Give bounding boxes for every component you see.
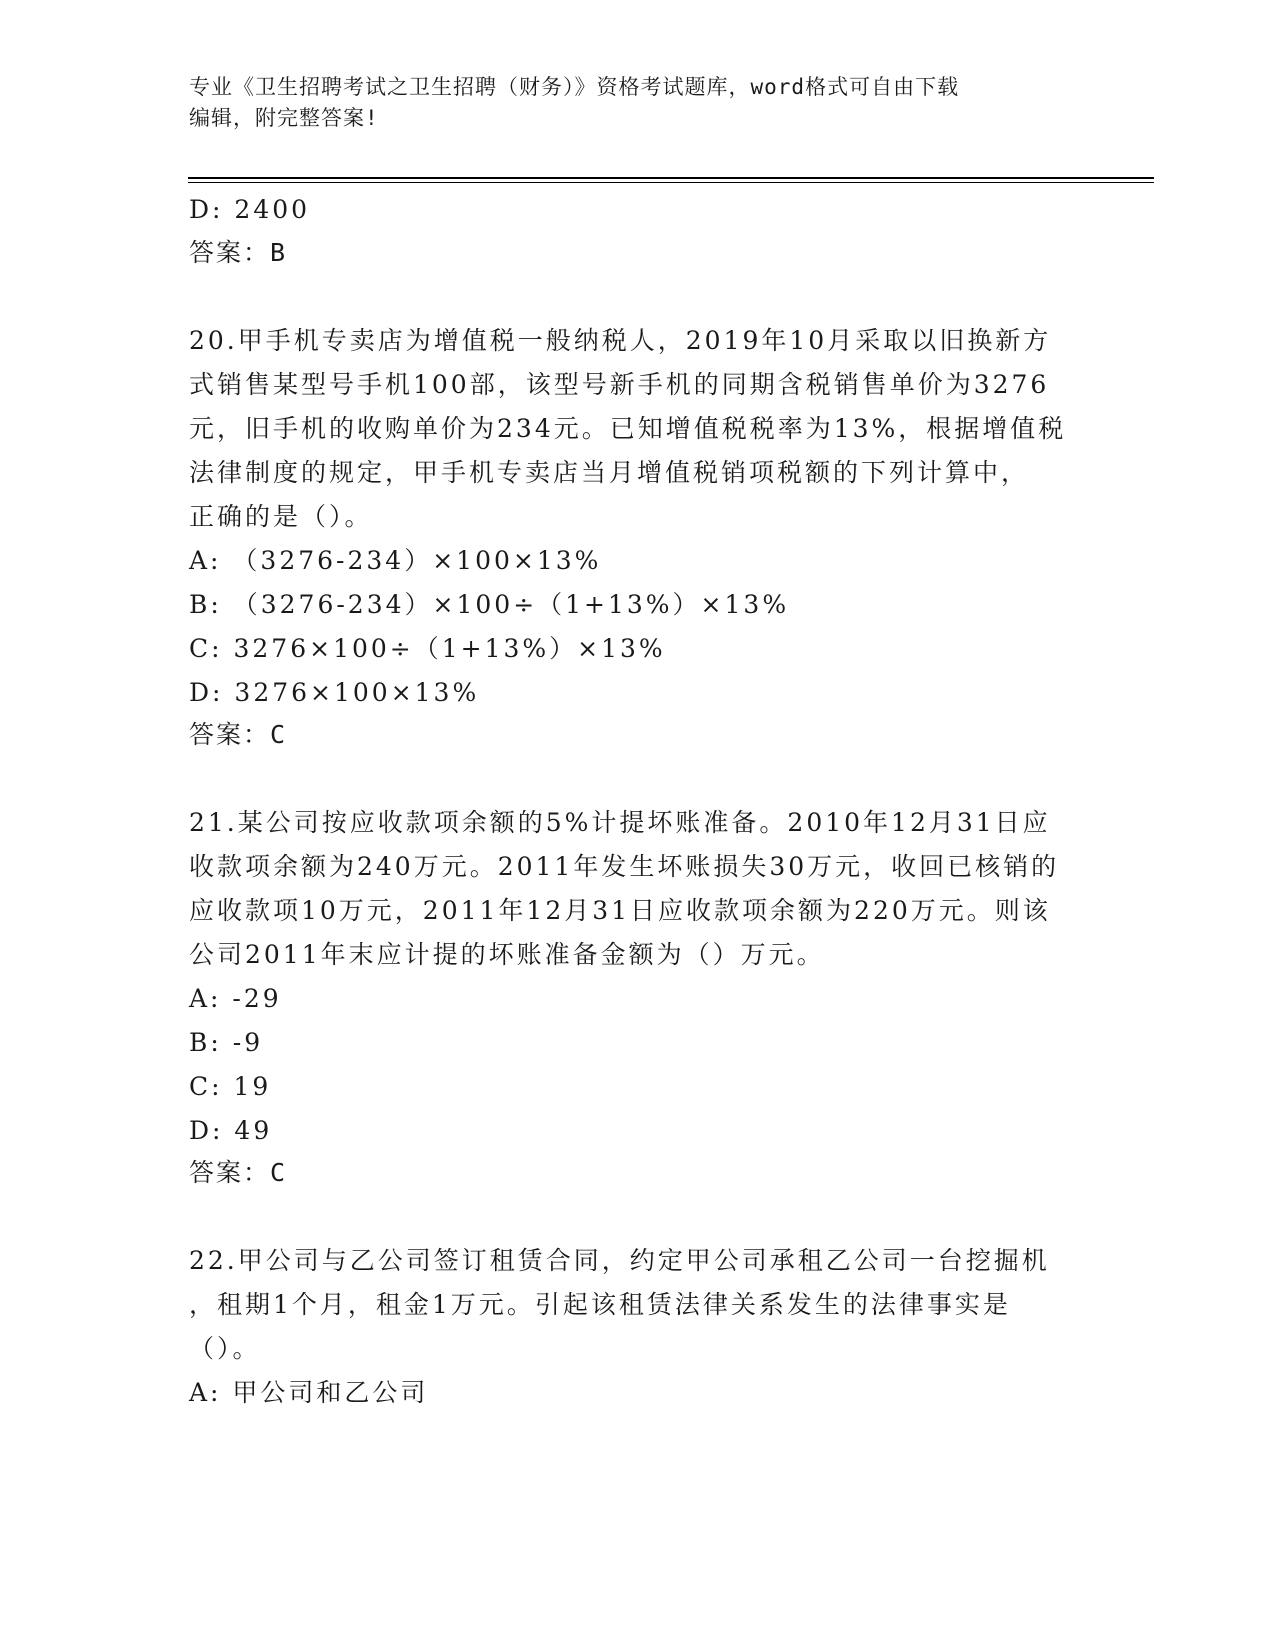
q21-stem-line-1: 21.某公司按应收款项余额的5%计提坏账准备。2010年12月31日应	[189, 808, 1051, 837]
q21-option-b: B: -9	[189, 1028, 264, 1057]
q20-answer: 答案：C	[189, 720, 288, 749]
q20-option-b: B: （3276-234）×100÷（1+13%）×13%	[189, 590, 790, 619]
q20-option-d: D: 3276×100×13%	[189, 678, 480, 707]
q21-stem-line-4: 公司2011年末应计提的坏账准备金额为（）万元。	[189, 940, 825, 969]
q22-option-a: A: 甲公司和乙公司	[189, 1378, 429, 1407]
q22-stem-line-1: 22.甲公司与乙公司签订租赁合同，约定甲公司承租乙公司一台挖掘机	[189, 1246, 1050, 1275]
q20-stem-line-3: 元，旧手机的收购单价为234元。已知增值税税率为13%，根据增值税	[189, 414, 1067, 443]
q20-stem-line-1: 20.甲手机专卖店为增值税一般纳税人，2019年10月采取以旧换新方	[189, 326, 1052, 355]
q21-stem-line-2: 收款项余额为240万元。2011年发生坏账损失30万元，收回已核销的	[189, 852, 1060, 881]
q22-stem-line-2: ，租期1个月，租金1万元。引起该租赁法律关系发生的法律事实是	[189, 1290, 1011, 1319]
header-line-1: 专业《卫生招聘考试之卫生招聘（财务）》资格考试题库，word格式可自由下载	[189, 75, 960, 99]
q21-option-c: C: 19	[189, 1072, 272, 1101]
header-line-2: 编辑，附完整答案!	[189, 106, 379, 130]
q20-option-a: A: （3276-234）×100×13%	[189, 546, 602, 575]
prev-option-d: D: 2400	[189, 195, 311, 224]
q21-option-d: D: 49	[189, 1116, 273, 1145]
q20-stem-line-4: 法律制度的规定，甲手机专卖店当月增值税销项税额的下列计算中，	[189, 458, 1030, 487]
prev-answer: 答案：B	[189, 238, 288, 267]
q20-stem-line-2: 式销售某型号手机100部，该型号新手机的同期含税销售单价为3276	[189, 370, 1050, 399]
header-divider-thick	[188, 177, 1154, 179]
q22-stem-line-3: （）。	[189, 1334, 261, 1363]
q20-stem-line-5: 正确的是（）。	[189, 502, 373, 531]
header-divider-thin	[188, 182, 1154, 183]
q21-option-a: A: -29	[189, 984, 282, 1013]
q21-stem-line-3: 应收款项10万元，2011年12月31日应收款项余额为220万元。则该	[189, 896, 1051, 925]
page-header	[189, 72, 1089, 134]
q20-option-c: C: 3276×100÷（1+13%）×13%	[189, 634, 666, 663]
q21-answer: 答案：C	[189, 1158, 288, 1187]
